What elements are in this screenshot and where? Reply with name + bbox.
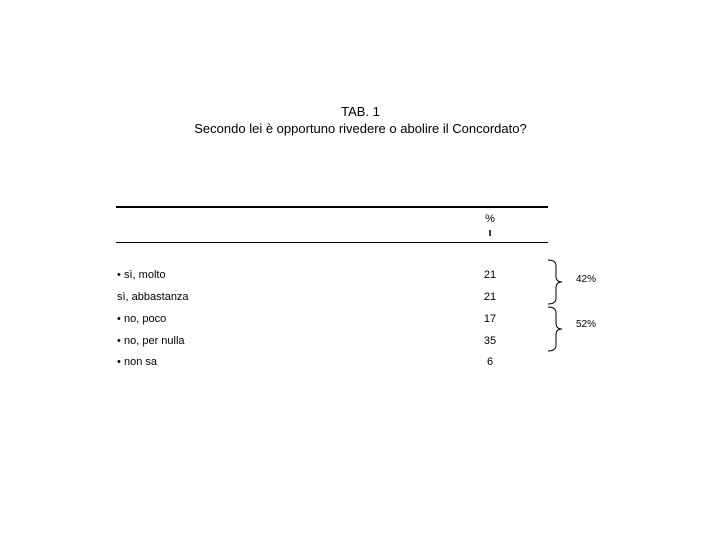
- row-label: [117, 355, 157, 369]
- right-brace-icon: [546, 305, 572, 353]
- row-label-text: sì, molto: [124, 269, 166, 281]
- bullet: •: [117, 269, 121, 281]
- row-value: 35: [483, 335, 497, 347]
- group-percent-label: 52%: [576, 319, 597, 330]
- bullet: •: [117, 335, 121, 347]
- table-number: TAB. 1: [341, 104, 380, 119]
- row-label-text: sì, abbastanza: [117, 291, 189, 303]
- table-row: [0, 355, 720, 369]
- row-label: [117, 334, 185, 348]
- row-value: 17: [483, 313, 497, 325]
- table-row: [0, 334, 720, 348]
- table-row: [0, 312, 720, 326]
- table-top-rule: [116, 206, 548, 208]
- row-label: [117, 290, 189, 304]
- bullet: •: [117, 356, 121, 368]
- row-value: 21: [483, 291, 497, 303]
- table-row: [0, 290, 720, 304]
- row-label-text: no, per nulla: [124, 335, 185, 347]
- group-percent-label: 42%: [576, 274, 597, 285]
- right-brace-icon: [546, 258, 572, 306]
- row-label-text: non sa: [124, 356, 158, 368]
- row-value: 21: [483, 269, 497, 281]
- row-label: [117, 268, 166, 282]
- row-label-text: no, poco: [124, 313, 167, 325]
- row-value: 6: [486, 356, 494, 368]
- table-question: Secondo lei è opportuno rivedere o abolire il Concordato?: [194, 121, 527, 136]
- row-label: [117, 312, 166, 326]
- table-row: [0, 268, 720, 282]
- table-header-rule: [116, 242, 548, 243]
- bullet: •: [117, 313, 121, 325]
- percent-column-header: %: [485, 213, 495, 225]
- column-symbol: ι: [488, 227, 492, 239]
- table-title-block: [0, 103, 720, 137]
